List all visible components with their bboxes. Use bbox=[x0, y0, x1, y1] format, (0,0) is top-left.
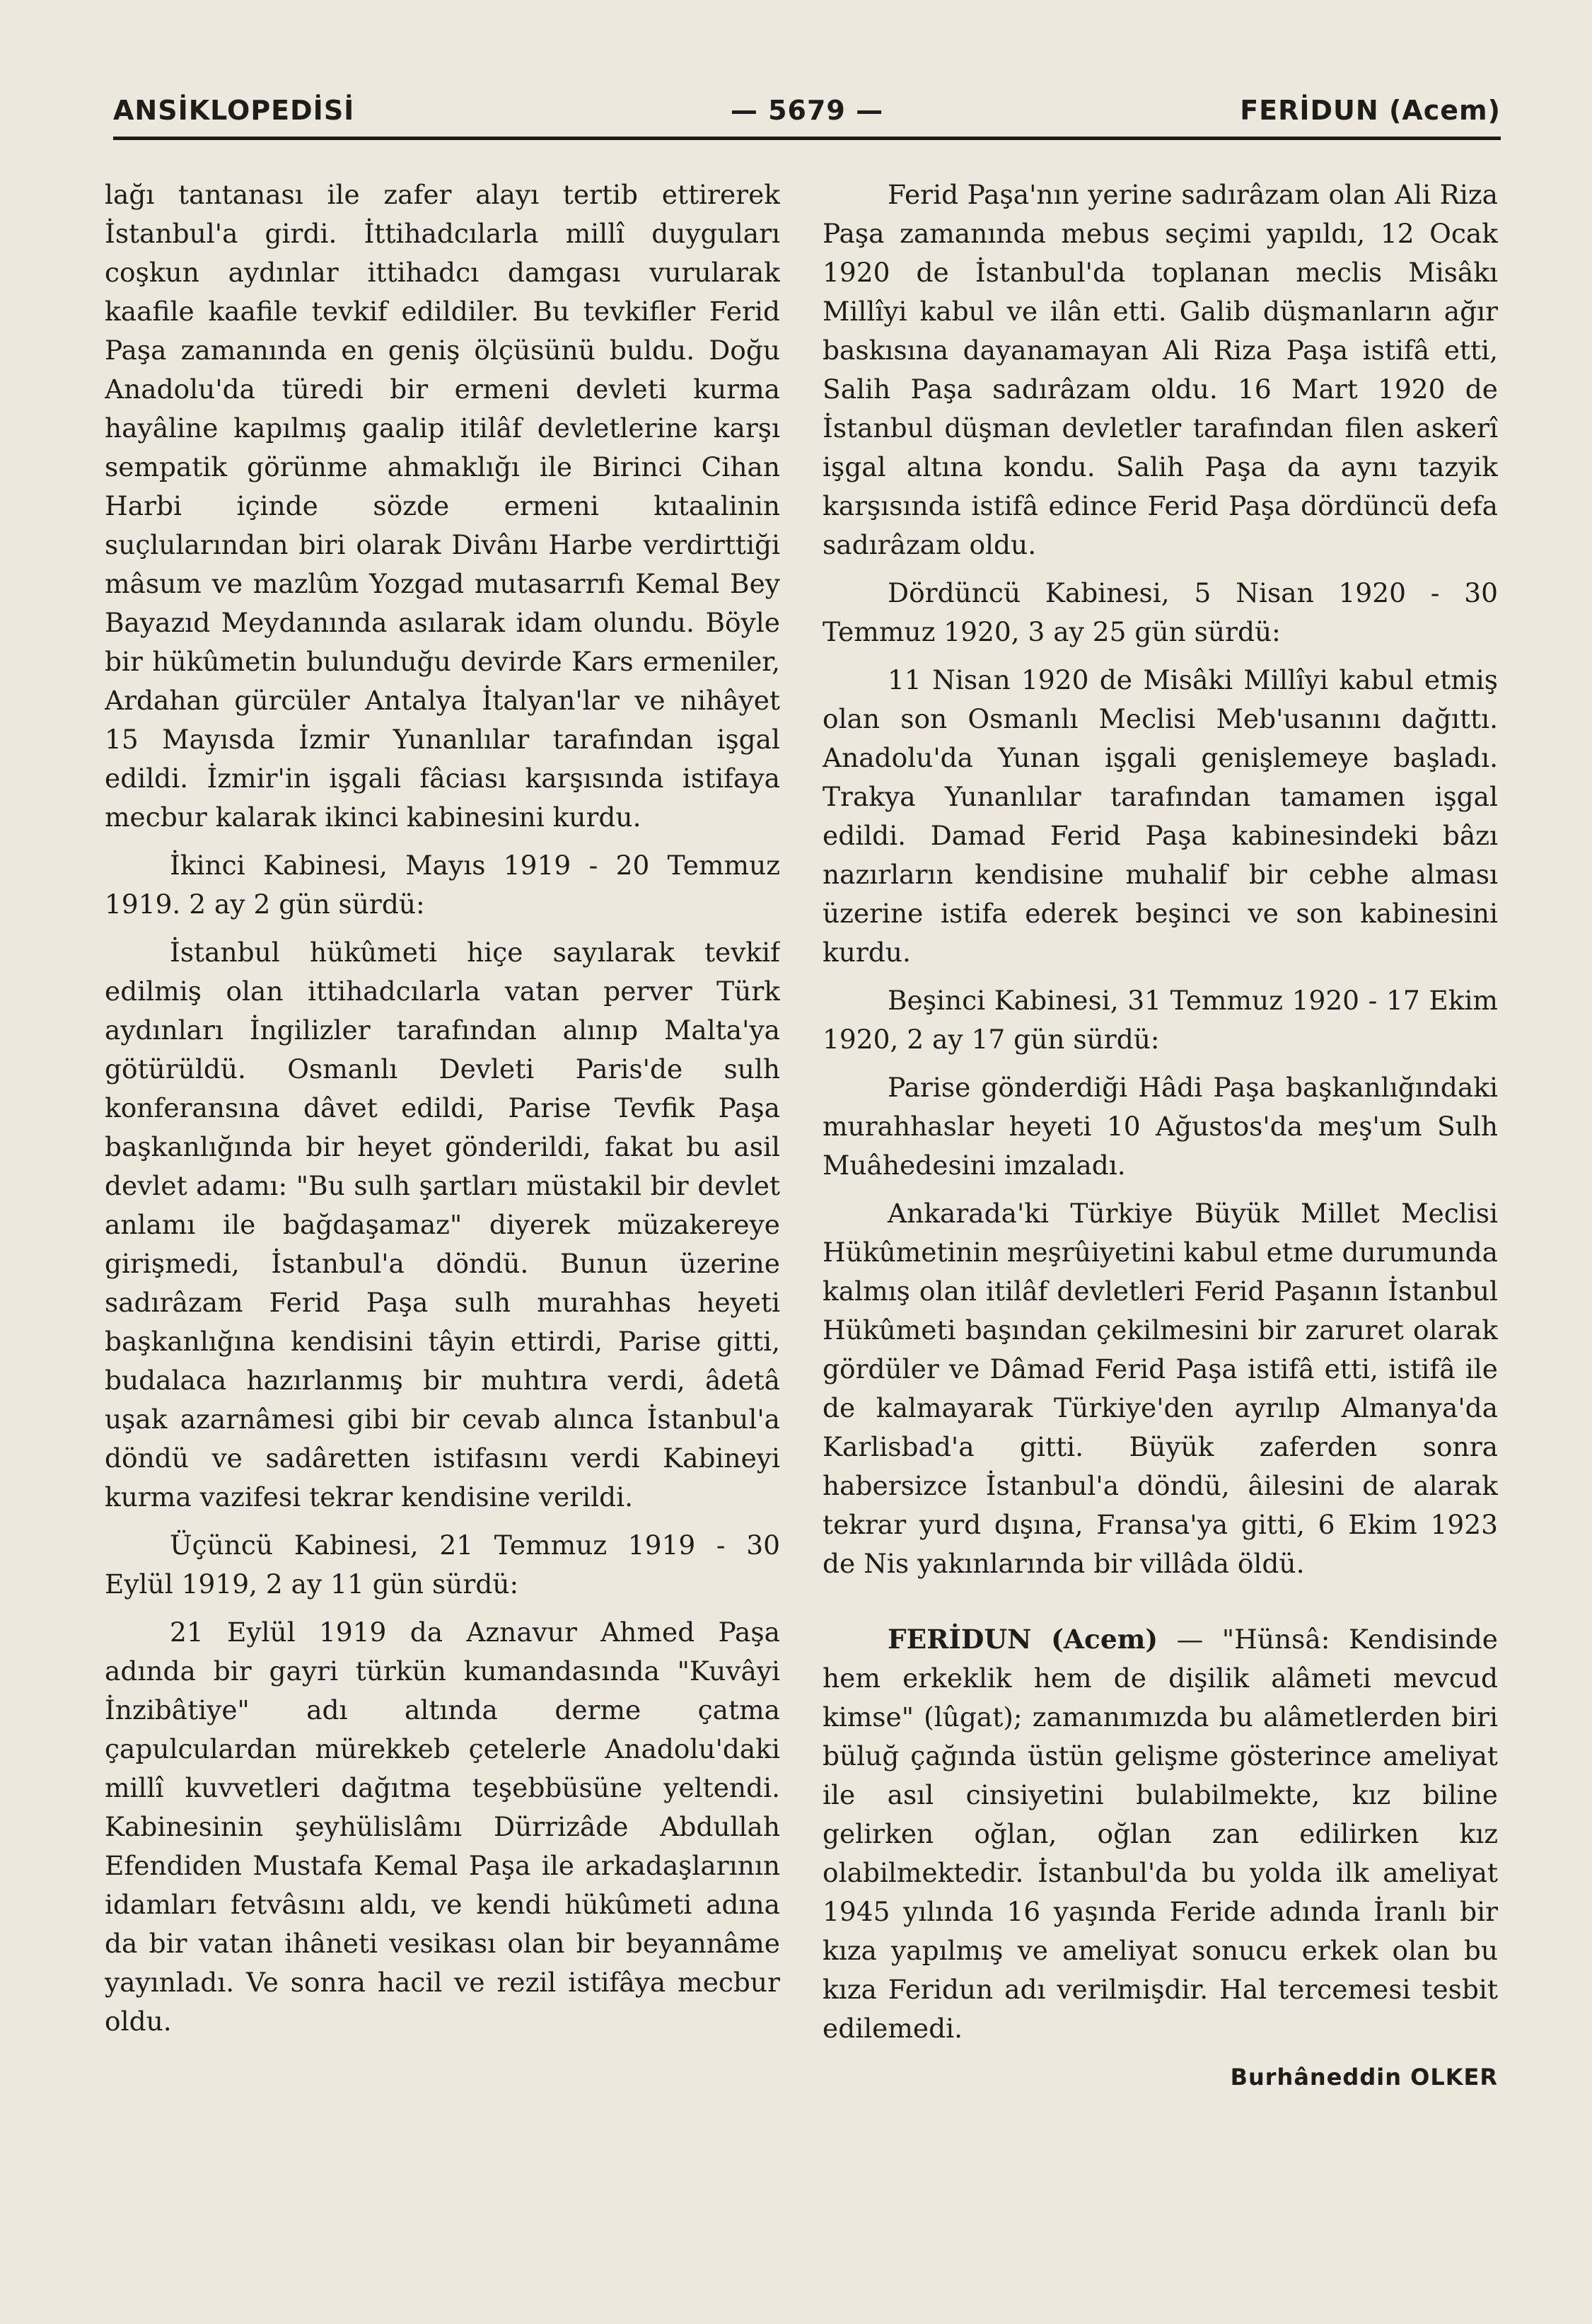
paragraph: 21 Eylül 1919 da Aznavur Ahmed Paşa adında bir gayri türkün kumandasında "Kuvâyi İnzibâtiye" adı altında derme çatma çapulculardan mürekkeb çetelerle Anadolu'daki millî kuvvetleri dağıtma teşebbüsüne yeltendi. Kabinesinin şeyhülislâmı Dürrizâde Abdullah Efendiden Mustafa Kemal Paşa ile arkadaşlarının idamları fetvâsını aldı, ve kendi hükûmeti adına da bir vatan ihâneti vesikası olan bir beyannâme yayınladı. Ve sonra hacil ve rezil istifâya mecbur oldu. bbox=[105, 1617, 780, 2037]
header-title: ANSİKLOPEDİSİ bbox=[113, 95, 355, 126]
encyclopedia-entry bbox=[823, 1620, 1498, 2048]
page-header bbox=[113, 91, 1501, 136]
cabinet-heading: Üçüncü Kabinesi, 21 Temmuz 1919 - 30 Eylül 1919, 2 ay 11 gün sürdü: bbox=[105, 1530, 780, 1600]
paragraph: 11 Nisan 1920 de Misâki Millîyi kabul etmiş olan son Osmanlı Meclisi Meb'usanını dağıttı. Anadolu'da Yunan işgali genişlemeye başladı. Trakya Yunanlılar tarafından tamamen işgal edildi. Damad Ferid Paşa kabinesindeki bâzı nazırların kendisine muhalif bir cebhe alması üzerine istifa ederek beşinci ve son kabinesini kurdu. bbox=[823, 664, 1498, 968]
page-number: — 5679 — bbox=[730, 95, 884, 126]
cabinet-heading: Beşinci Kabinesi, 31 Temmuz 1920 - 17 Ekim 1920, 2 ay 17 gün sürdü: bbox=[823, 985, 1498, 1055]
paragraph: İstanbul hükûmeti hiçe sayılarak tevkif edilmiş olan ittihadcılarla vatan perver Türk aydınları İngilizler tarafından alınıp Malta'ya götürüldü. Osmanlı Devleti Paris'de sulh konferansına dâvet edildi, Parise Tevfik Paşa başkanlığında bir heyet gönderildi, fakat bu asil devlet adamı: "Bu sulh şartları müstakil bir devlet anlamı ile bağdaşamaz" diyerek müzakereye girişmedi, İstanbul'a döndü. Bunun üzerine sadırâzam Ferid Paşa sulh murahhas heyeti başkanlığına kendisini tâyin ettirdi, Parise gitti, budalaca hazırlanmış bir muhtıra verdi, âdetâ uşak azarnâmesi gibi bir cevab alınca İstanbul'a döndü ve sadâretten istifasını verdi Kabineyi kurma vazifesi tekrar kendisine verildi. bbox=[105, 937, 780, 1513]
paragraph: Parise gönderdiği Hâdi Paşa başkanlığındaki murahhaslar heyeti 10 Ağustos'da meş'um Sulh Muâhedesini imzaladı. bbox=[823, 1072, 1498, 1181]
entry-text: — "Hünsâ: Kendisinde hem erkeklik hem de dişilik alâmeti mevcud kimse" (lûgat); zamanımızda bu alâmetlerden biri büluğ çağında üstün gelişme gösterince ameliyat ile asıl cinsiyetini bulabilmekte, kız biline gelirken oğlan, oğlan zan edilirken kız olabilmektedir. İstanbul'da bu yolda ilk ameliyat 1945 yılında 16 yaşında Feride adında İranlı bir kıza yapılmış ve ameliyat sonucu erkek olan bu kıza Feridun adı verilmişdir. Hal tercemesi tesbit edilemedi. bbox=[823, 1624, 1498, 2044]
paragraph: Ankarada'ki Türkiye Büyük Millet Meclisi Hükûmetinin meşrûiyetini kabul etme durumunda kalmış olan itilâf devletleri Ferid Paşanın İstanbul Hükûmeti başından çekilmesini bir zaruret olarak gördüler ve Dâmad Ferid Paşa istifâ etti, istifâ ile de kalmayarak Türkiye'den ayrılıp Almanya'da Karlisbad'a gitti. Büyük zaferden sonra habersizce İstanbul'a döndü, âilesini de alarak tekrar yurd dışına, Fransa'ya gitti, 6 Ekim 1923 de Nis yakınlarında bir villâda öldü. bbox=[823, 1198, 1498, 1579]
cabinet-heading: Dördüncü Kabinesi, 5 Nisan 1920 - 30 Temmuz 1920, 3 ay 25 gün sürdü: bbox=[823, 577, 1498, 647]
header-entry: FERİDUN (Acem) bbox=[1240, 95, 1501, 126]
right-column bbox=[823, 175, 1498, 2185]
paragraph: lağı tantanası ile zafer alayı tertib ettirerek İstanbul'a girdi. İttihadcılarla millî duyguları coşkun aydınlar ittihadcı damgası vurularak kaafile kaafile tevkif edildiler. Bu tevkifler Ferid Paşa zamanında en geniş ölçüsünü buldu. Doğu Anadolu'da türedi bir ermeni devleti kurma hayâline kapılmış gaalip itilâf devletlerine karşı sempatik görünme ahmaklığı ile Birinci Cihan Harbi içinde sözde ermeni kıtaalinin suçlularından biri olarak Divânı Harbe verdirttiği mâsum ve mazlûm Yozgad mutasarrıfı Kemal Bey Bayazıd Meydanında asılarak idam olundu. Böyle bir hükûmetin bulunduğu devirde Kars ermeniler, Ardahan gürcüler Antalya İtalyan'lar ve nihâyet 15 Mayısda İzmir Yunanlılar tarafından işgal edildi. İzmir'in işgali fâciası karşısında istifaya mecbur kalarak ikinci kabinesini kurdu. bbox=[105, 179, 780, 833]
entry-headword: FERİDUN (Acem) bbox=[888, 1624, 1158, 1655]
paragraph: Ferid Paşa'nın yerine sadırâzam olan Ali Riza Paşa zamanında mebus seçimi yapıldı, 12 Ocak 1920 de İstanbul'da toplanan meclis Misâkı Millîyi kabul ve ilân etti. Galib düşmanların ağır baskısına dayanamayan Ali Riza Paşa istifâ etti, Salih Paşa sadırâzam oldu. 16 Mart 1920 de İstanbul düşman devletler tarafından filen askerî işgal altına kondu. Salih Paşa da aynı tazyik karşısında istifâ edince Ferid Paşa dördüncü defa sadırâzam oldu. bbox=[823, 179, 1498, 560]
header-rule bbox=[113, 137, 1501, 140]
left-column bbox=[105, 175, 780, 2185]
cabinet-heading: İkinci Kabinesi, Mayıs 1919 - 20 Temmuz 1919. 2 ay 2 gün sürdü: bbox=[105, 850, 780, 920]
author-signature: Burhâneddin OLKER bbox=[1230, 2064, 1498, 2091]
